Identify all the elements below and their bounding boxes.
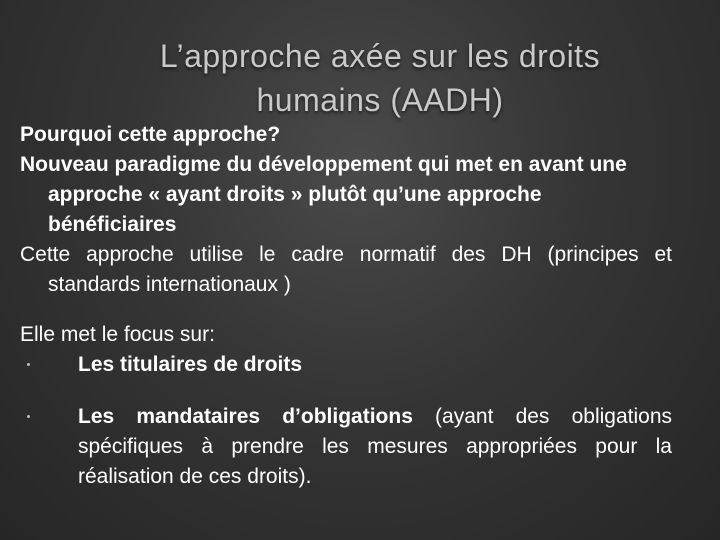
slide-body [20,120,672,492]
paradigm-text: Nouveau paradigme du développement qui met en avant une approche « ayant droits » plutôt qu’une approche bénéficiaires [20,153,627,236]
spacer [20,300,672,320]
spacer [20,380,672,402]
framework-text: Cette approche utilise le cadre normatif des DH (principes et standards internationaux ) [20,243,672,296]
bullet-strong: Les titulaires de droits [78,353,303,376]
question-text: Pourquoi cette approche? [20,123,281,146]
bullet-dot-icon [27,363,30,366]
slide-title-line1: L’approche axée sur les droits [159,38,601,74]
slide-title-line2: humains (AADH) [256,82,504,118]
bullet-dot-icon [27,415,30,418]
bullet-rest: (ayant des obligations spécifiques à prendre les mesures appropriées pour la réalisation de ces droits). [78,405,672,488]
focus-intro: Elle met le focus sur: [20,323,215,346]
bullet-strong: Les mandataires d’obligations [78,405,413,428]
bullet-item [20,402,672,492]
bullet-item [20,350,672,380]
slide-title [60,34,700,122]
